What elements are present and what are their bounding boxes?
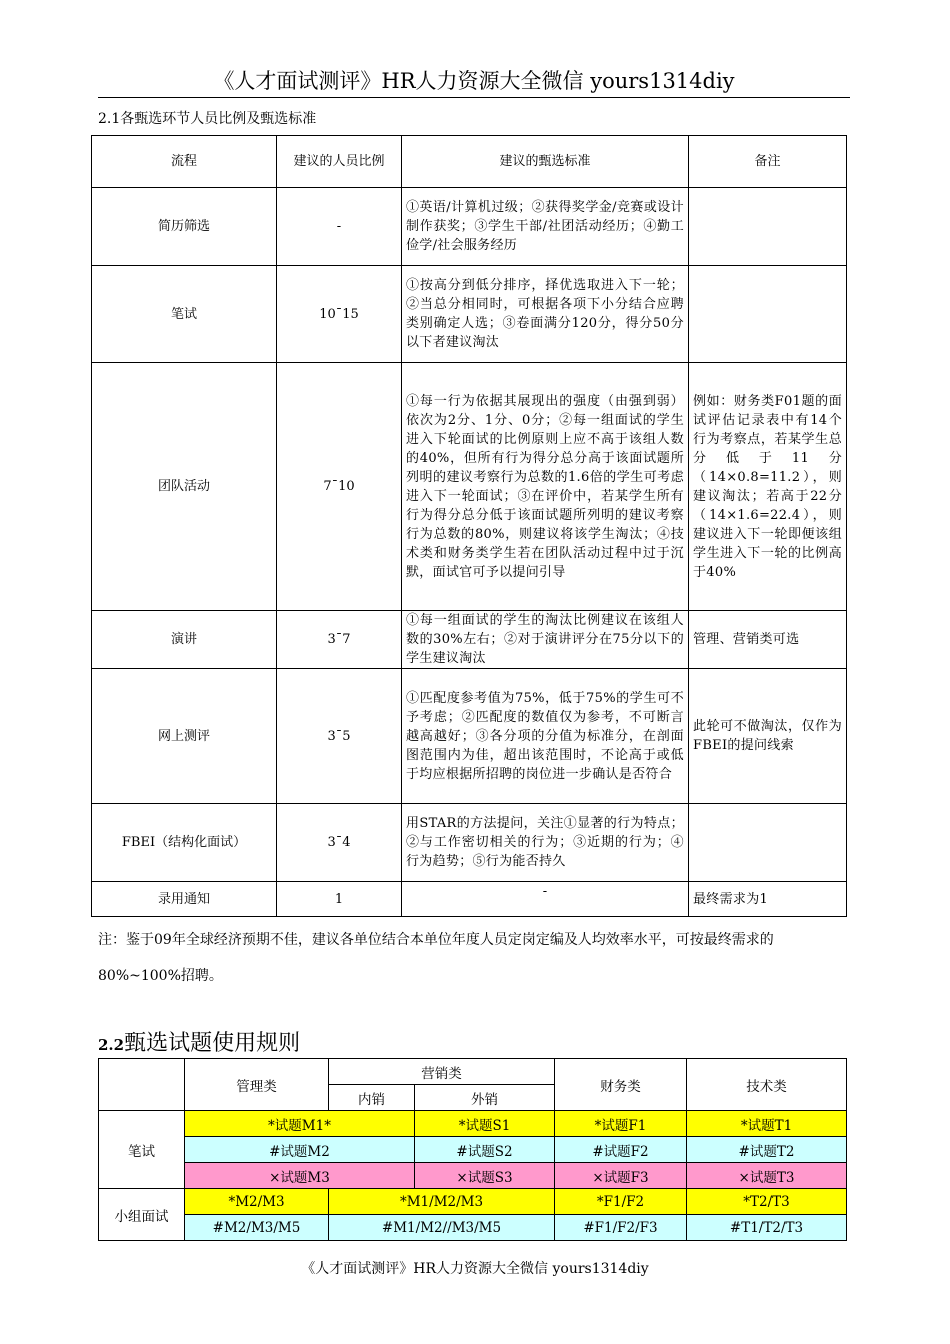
page-footer: 《人才面试测评》HR人力资源大全微信 yours1314diy: [301, 1261, 649, 1277]
question-cell: *T2/T3: [687, 1189, 847, 1215]
question-cell: #T1/T2/T3: [687, 1215, 847, 1241]
ratio-cell: 3¯4: [277, 804, 402, 882]
section-2-1-title: 2.1各甄选环节人员比例及甄选标准: [98, 111, 317, 127]
stage-cell: 团队活动: [92, 363, 277, 611]
table-row: [92, 266, 847, 363]
table-row: [92, 882, 847, 917]
question-cell: *试题F1: [555, 1111, 687, 1137]
table-row: [92, 804, 847, 882]
question-cell: #试题F2: [555, 1137, 687, 1163]
note-cell: [689, 188, 847, 266]
section-title-text: 甄选试题使用规则: [124, 1031, 301, 1056]
header-stage: 流程: [92, 136, 277, 188]
header-sales: 营销类: [329, 1059, 555, 1085]
note-cell: [689, 266, 847, 363]
question-cell: ×试题S3: [415, 1163, 555, 1189]
table-row: [92, 188, 847, 266]
question-cell: #试题S2: [415, 1137, 555, 1163]
header-note: 备注: [689, 136, 847, 188]
stage-cell: FBEI（结构化面试）: [92, 804, 277, 882]
stage-cell: 笔试: [92, 266, 277, 363]
question-cell: #M2/M3/M5: [185, 1215, 329, 1241]
header-mgmt: 管理类: [185, 1059, 329, 1111]
section-2-2-title: [98, 1026, 300, 1057]
criteria-cell: ①每一组面试的学生的淘汰比例建议在该组人数的30%左右；②对于演讲评分在75分以下的学生建议淘汰: [402, 611, 689, 669]
header-tech: 技术类: [687, 1059, 847, 1111]
section-number: 2.2: [98, 1036, 125, 1054]
page-header: 《人才面试测评》HR人力资源大全微信 yours1314diy: [213, 69, 735, 93]
question-cell: ×试题F3: [555, 1163, 687, 1189]
table-header-row: [99, 1059, 847, 1085]
question-cell: #试题M2: [185, 1137, 415, 1163]
row-label-written: 笔试: [99, 1111, 185, 1189]
criteria-cell: ①匹配度参考值为75%，低于75%的学生可不予考虑；②匹配度的数值仅为参考，不可断言越高越好；③各分项的分值为标准分，在剖面图范围内为佳，超出该范围时，不论高于或低于均应根据所招聘的岗位进一步确认是否符合: [402, 669, 689, 804]
header-divider: [98, 97, 850, 98]
header-ratio: 建议的人员比例: [277, 136, 402, 188]
criteria-cell: -: [402, 882, 689, 917]
note-cell: [689, 804, 847, 882]
table-row: [92, 611, 847, 669]
question-cell: *试题S1: [415, 1111, 555, 1137]
table-header-row: [92, 136, 847, 188]
header-finance: 财务类: [555, 1059, 687, 1111]
table-row: [99, 1189, 847, 1215]
ratio-cell: 10¯15: [277, 266, 402, 363]
header-sales-export: 外销: [415, 1085, 555, 1111]
criteria-cell: ①按高分到低分排序，择优选取进入下一轮；②当总分相同时，可根据各项下小分结合应聘类别确定人选；③卷面满分120分，得分50分以下者建议淘汰: [402, 266, 689, 363]
table-row: [99, 1137, 847, 1163]
question-cell: #F1/F2/F3: [555, 1215, 687, 1241]
table-row: [92, 363, 847, 611]
note-cell: 例如：财务类F01题的面试评估记录表中有14个行为考察点，若某学生总分低于11分（14×0.8=11.2），则建议淘汰；若高于22分（14×1.6=22.4），则建议进入下一轮即便该组学生进入下一轮的比例高于40%: [689, 363, 847, 611]
footnote: 注：鉴于09年全球经济预期不佳，建议各单位结合本单位年度人员定岗定编及人均效率水平，可按最终需求的80%~100%招聘。: [98, 932, 774, 984]
ratio-cell: 1: [277, 882, 402, 917]
question-cell: *M2/M3: [185, 1189, 329, 1215]
table-row: [99, 1215, 847, 1241]
ratio-cell: 3¯5: [277, 669, 402, 804]
question-cell: ×试题T3: [687, 1163, 847, 1189]
table-row: [99, 1111, 847, 1137]
stage-cell: 简历筛选: [92, 188, 277, 266]
note-cell: 管理、营销类可选: [689, 611, 847, 669]
note-cell: 此轮可不做淘汰，仅作为FBEI的提问线索: [689, 669, 847, 804]
ratio-cell: 7¯10: [277, 363, 402, 611]
ratio-cell: 3¯7: [277, 611, 402, 669]
question-usage-table: [98, 1058, 847, 1241]
screening-standards-table: [91, 135, 847, 917]
question-cell: *试题M1*: [185, 1111, 415, 1137]
ratio-cell: -: [277, 188, 402, 266]
note-cell: 最终需求为1: [689, 882, 847, 917]
criteria-cell: ①英语/计算机过级；②获得奖学金/竞赛或设计制作获奖；③学生干部/社团活动经历；④勤工俭学/社会服务经历: [402, 188, 689, 266]
question-cell: #M1/M2//M3/M5: [329, 1215, 555, 1241]
question-cell: *试题T1: [687, 1111, 847, 1137]
question-cell: ×试题M3: [185, 1163, 415, 1189]
header-criteria: 建议的甄选标准: [402, 136, 689, 188]
criteria-cell: 用STAR的方法提问，关注①显著的行为特点；②与工作密切相关的行为；③近期的行为；④行为趋势；⑤行为能否持久: [402, 804, 689, 882]
question-cell: #试题T2: [687, 1137, 847, 1163]
header-sales-domestic: 内销: [329, 1085, 415, 1111]
stage-cell: 演讲: [92, 611, 277, 669]
question-cell: *F1/F2: [555, 1189, 687, 1215]
table-row: [99, 1163, 847, 1189]
row-label-group: 小组面试: [99, 1189, 185, 1241]
stage-cell: 网上测评: [92, 669, 277, 804]
question-cell: *M1/M2/M3: [329, 1189, 555, 1215]
criteria-cell: ①每一行为依据其展现出的强度（由强到弱）依次为2分、1分、0分；②每一组面试的学生进入下轮面试的比例原则上应不高于该组人数的40%，但所有行为得分总分高于该面试题所列明的建议考察行为总数的1.6倍的学生可考虑进入下一轮面试；③在评价中，若某学生所有行为得分总分低于该面试题所列明的建议考察行为总数的80%，则建议将该学生淘汰；④技术类和财务类学生若在团队活动过程中过于沉默，面试官可予以提问引导: [402, 363, 689, 611]
corner-cell: [99, 1059, 185, 1111]
table-row: [92, 669, 847, 804]
stage-cell: 录用通知: [92, 882, 277, 917]
